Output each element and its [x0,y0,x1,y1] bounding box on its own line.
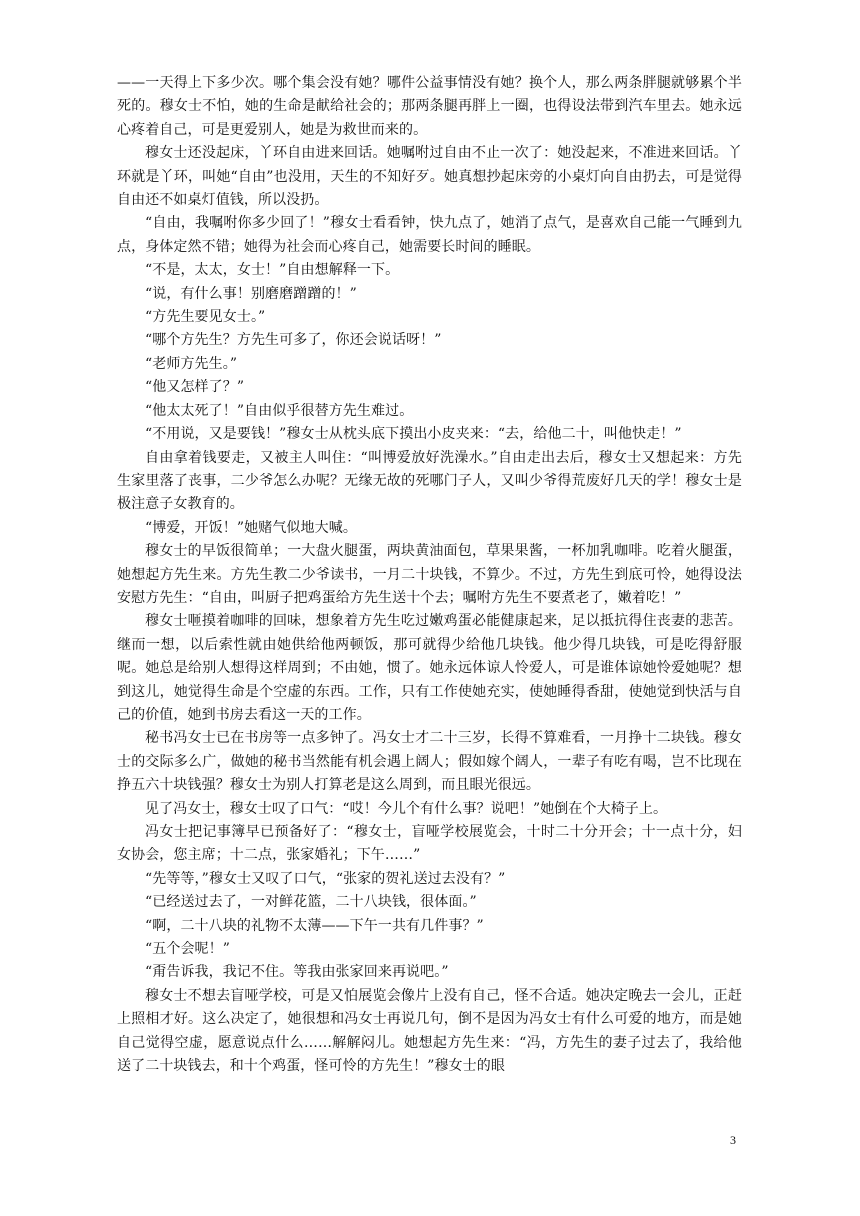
paragraph: “五个会呢！” [145,941,231,958]
paragraph: “老师方先生。” [145,355,238,372]
paragraph: 自由拿着钱要走，又被主人叫住：“叫博爱放好洗澡水。”自由走出去后，穆女士又想起来：方先生家里落了丧事，二少爷怎么办呢？无缘无故的死哪门子人，又叫少爷得荒废好几天的学！穆女士是极注意子女教育的。 [117,449,742,513]
body-text [117,72,742,1078]
paragraph: “他又怎样了？” [145,379,245,396]
paragraph: 穆女士咂摸着咖啡的回味，想象着方先生吃过嫩鸡蛋必能健康起来，足以抵抗得住丧妻的悲苦。继而一想，以后索性就由她供给他两顿饭，那可就得少给他几块钱。他少得几块钱，可是吃得舒服呢。她总是给别人想得这样周到；不由她，惯了。她永远体谅人怜爱人，可是谁体谅她怜爱她呢？想到这儿，她觉得生命是个空虚的东西。工作，只有工作使她充实，使她睡得香甜，使她觉到快活与自己的价值，她到书房去看这一天的工作。 [117,613,742,723]
paragraph: 穆女士的早饭很简单；一大盘火腿蛋，两块黄油面包，草果果酱，一杯加乳咖啡。吃着火腿蛋，她想起方先生来。方先生教二少爷读书，一月二十块钱，不算少。不过，方先生到底可怜，她得设法安慰方先生：“自由，叫厨子把鸡蛋给方先生送十个去；嘱咐方先生不要煮老了，嫩着吃！” [117,543,742,606]
paragraph: “方先生要见女士。” [145,309,266,326]
paragraph: ——一天得上下多少次。哪个集会没有她？哪件公益事情没有她？换个人，那么两条胖腿就够累个半死的。穆女士不怕，她的生命是献给社会的；那两条腿再胖上一圈，也得设法带到汽车里去。她永远心疼着自己，可是更爱别人，她是为救世而来的。 [117,75,742,138]
paragraph: 冯女士把记事簿早已预备好了：“穆女士，盲哑学校展览会，十时二十分开会；十一点十分，妇女协会，您主席；十二点，张家婚礼；下午……” [117,824,742,864]
paragraph: “啊，二十八块的礼物不太薄——下午一共有几件事？” [145,917,484,934]
paragraph: “已经送过去了，一对鲜花篮，二十八块钱，很体面。” [145,894,477,911]
paragraph: 穆女士不想去盲哑学校，可是又怕展览会像片上没有自己，怪不合适。她决定晚去一会儿，正赶上照相才好。这么决定了，她很想和冯女士再说几句，倒不是因为冯女士有什么可爱的地方，而是她自己觉得空虚，愿意说点什么……解解闷儿。她想起方先生来：“冯，方先生的妻子过去了，我给他送了二十块钱去，和十个鸡蛋，怪可怜的方先生！”穆女士的眼 [117,987,742,1075]
paragraph: 穆女士还没起床，丫环自由进来回话。她嘱咐过自由不止一次了：她没起来，不准进来回话。丫环就是丫环，叫她“自由”也没用，天生的不知好歹。她真想抄起床旁的小桌灯向自由扔去，可是觉得自由还不如桌灯值钱，所以没扔。 [117,145,742,209]
page-number: 3 [730,1133,736,1147]
paragraph: “先等等，”穆女士又叹了口气，“张家的贺礼送过去没有？” [145,870,506,887]
paragraph: “甭告诉我，我记不住。等我由张家回来再说吧。” [145,964,449,981]
paragraph: “不是，太太，女士！”自由想解释一下。 [145,262,400,279]
paragraph: “自由，我嘱咐你多少回了！”穆女士看看钟，快九点了，她消了点气，是喜欢自己能一气睡到九点，身体定然不错；她得为社会而心疼自己，她需要长时间的睡眠。 [117,215,742,255]
paragraph: 秘书冯女士已在书房等一点多钟了。冯女士才二十三岁，长得不算难看，一月挣十二块钱。穆女士的交际多么广，做她的秘书当然能有机会遇上阔人；假如嫁个阔人，一辈子有吃有喝，岂不比现在挣五六十块钱强？穆女士为别人打算老是这么周到，而且眼光很远。 [117,730,742,794]
paragraph: “哪个方先生？方先生可多了，你还会说话呀！” [145,332,442,349]
paragraph: “说，有什么事！别磨磨蹭蹭的！” [145,285,357,302]
paragraph: 见了冯女士，穆女士叹了口气：“哎！今儿个有什么事？说吧！”她倒在个大椅子上。 [145,800,668,817]
paragraph: “博爱，开饭！”她赌气似地大喊。 [145,519,357,536]
paragraph: “他太太死了！”自由似乎很替方先生难过。 [145,402,414,419]
paragraph: “不用说，又是要钱！”穆女士从枕头底下摸出小皮夹来：“去，给他二十，叫他快走！” [145,426,682,443]
